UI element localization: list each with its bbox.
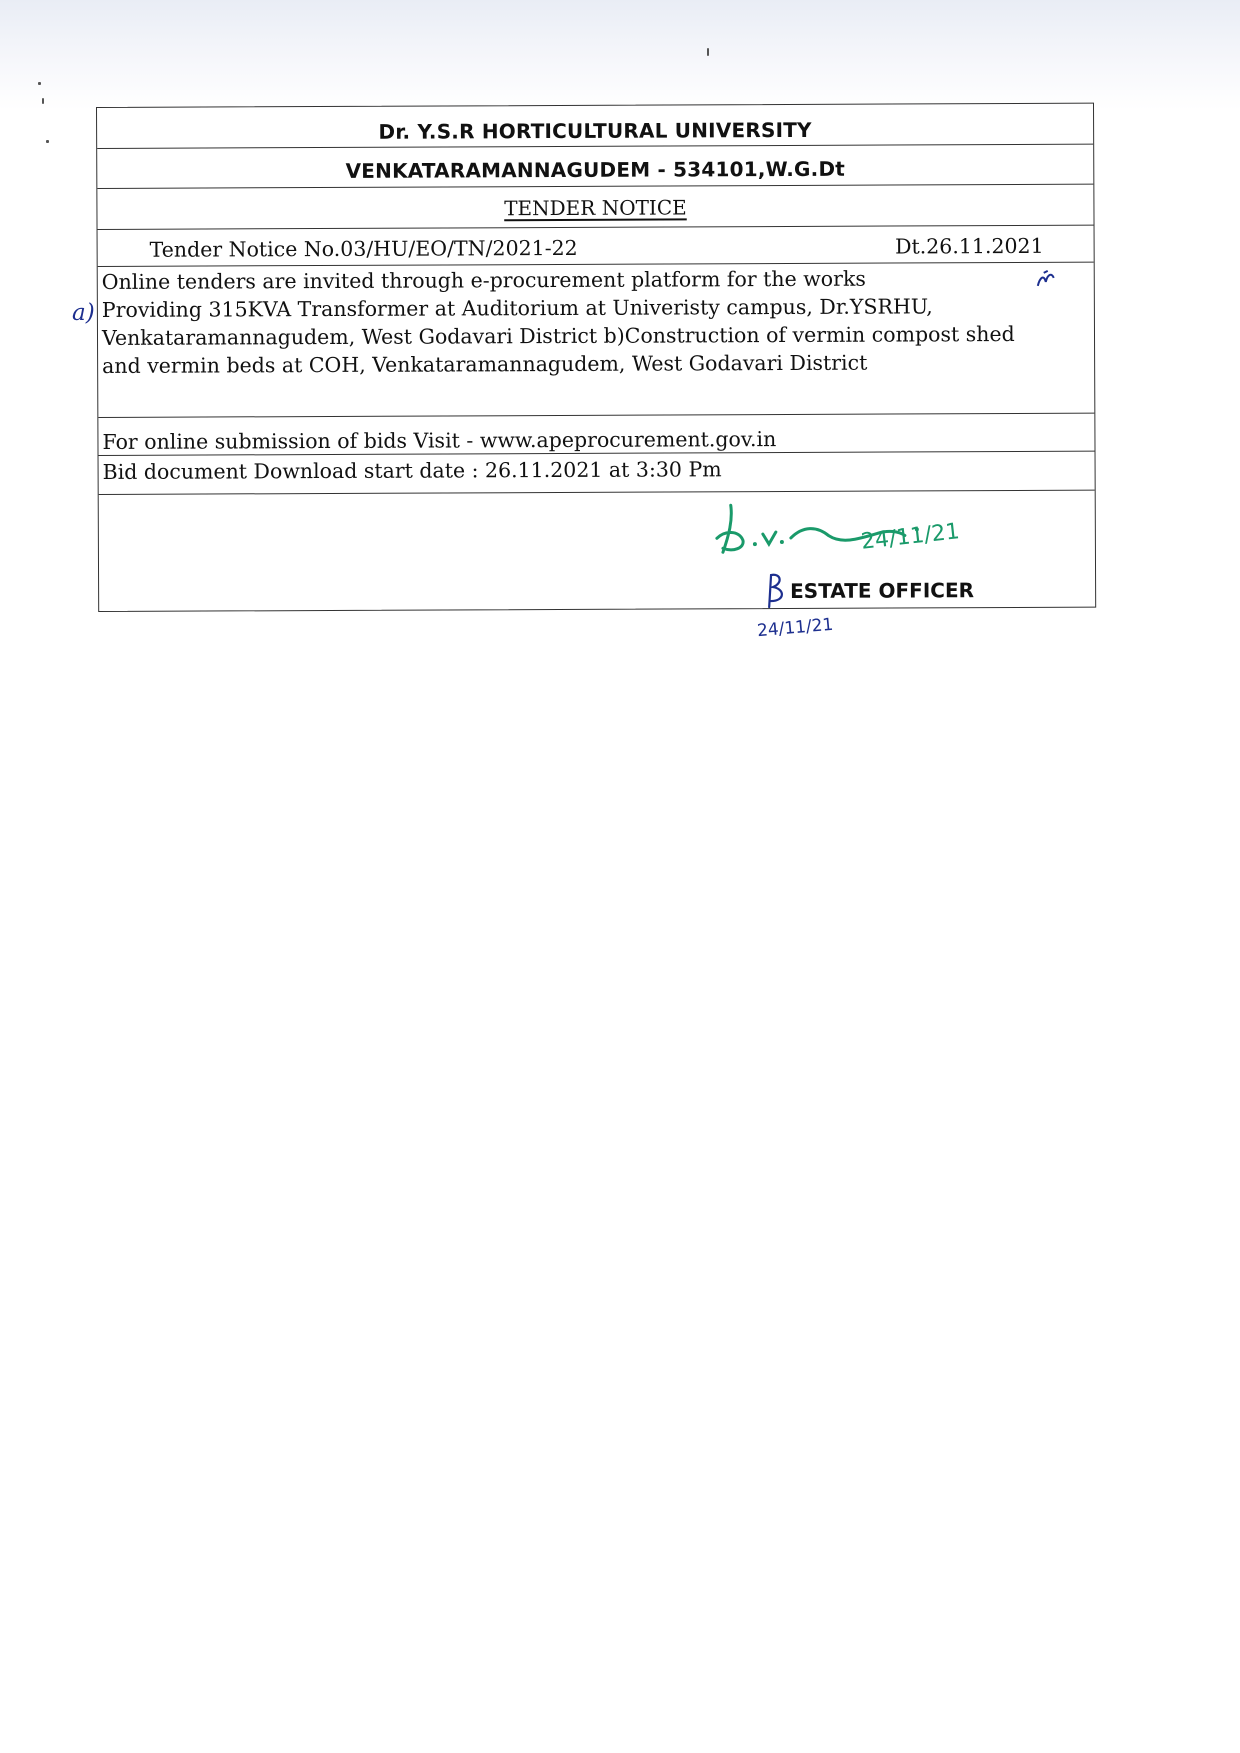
signature-date: 24/11/21 <box>859 519 961 555</box>
body-line: Venkataramannagudem, West Godavari District b)Construction of vermin compost shed <box>101 321 1015 350</box>
university-name: Dr. Y.S.R HORTICULTURAL UNIVERSITY <box>378 117 812 144</box>
rule <box>98 413 1094 418</box>
signatory-title: ESTATE OFFICER <box>790 578 975 603</box>
notice-body <box>98 264 1094 380</box>
scan-speck <box>38 82 41 85</box>
body-line: Providing 315KVA Transformer at Auditorium at Univeristy campus, Dr.YSRHU, <box>101 294 933 322</box>
scan-speck <box>707 48 709 56</box>
tender-notice-box <box>96 103 1096 612</box>
rule <box>99 490 1095 495</box>
body-line: and vermin beds at COH, Venkataramannagudem, West Godavari District <box>102 350 868 378</box>
scan-shading <box>0 0 1240 110</box>
rule <box>97 144 1093 149</box>
initial-mark <box>763 571 789 611</box>
body-line: Online tenders are invited through e-procurement platform for the works <box>101 266 866 294</box>
notice-date: Dt.26.11.2021 <box>894 233 1044 259</box>
initial-date: 24/11/21 <box>756 614 835 642</box>
scan-speck <box>46 140 49 143</box>
tender-reference-number: Tender Notice No.03/HU/EO/TN/2021-22 <box>149 235 578 262</box>
university-address: VENKATARAMANNAGUDEM - 534101,W.G.Dt <box>345 156 846 183</box>
margin-mark: a) <box>72 300 95 326</box>
download-line: Bid document Download start date : 26.11.2021 at 3:30 Pm <box>102 457 722 484</box>
scan-speck <box>42 98 44 104</box>
reference-row <box>98 232 1094 264</box>
submission-line: For online submission of bids Visit - www.apeprocurement.gov.in <box>102 427 777 454</box>
notice-title: TENDER NOTICE <box>504 195 687 221</box>
handwritten-tick-mark <box>1035 270 1057 290</box>
rule <box>98 225 1094 230</box>
rule <box>97 184 1093 189</box>
